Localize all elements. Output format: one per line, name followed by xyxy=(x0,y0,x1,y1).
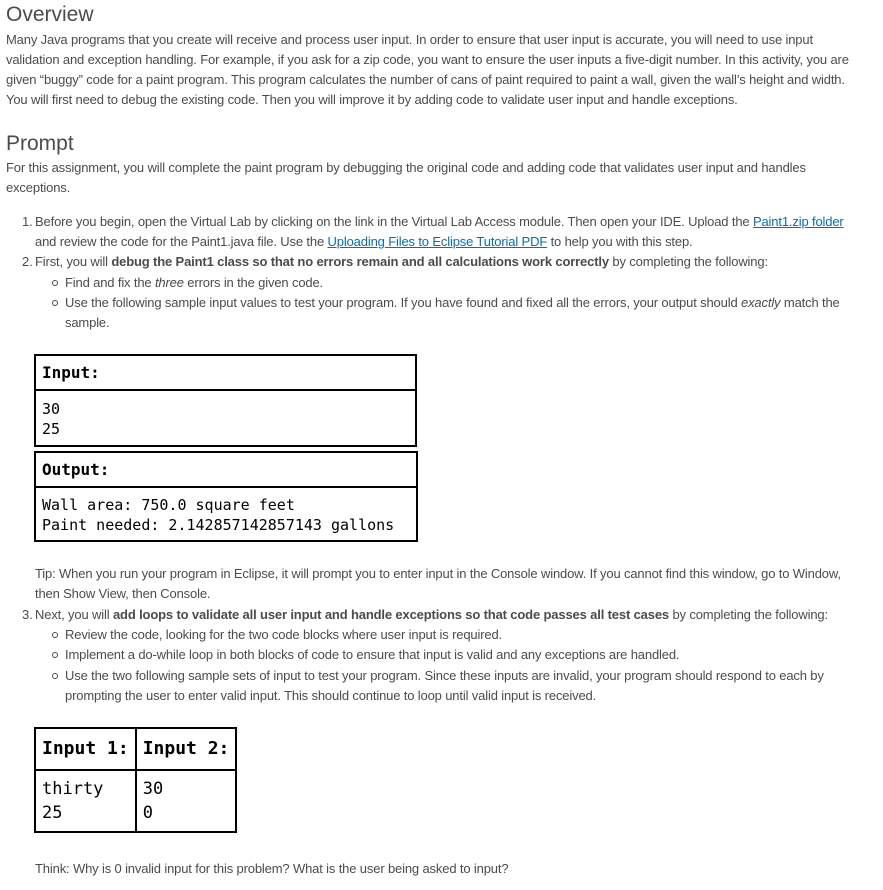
sample-input-line-1: 30 xyxy=(42,400,61,418)
step-2-bullet-1-a: Find and fix the xyxy=(65,275,155,290)
input-1-line-2: 25 xyxy=(42,803,63,823)
step-1-text-b: and review the code for the Paint1.java file. Use the xyxy=(35,234,328,249)
prompt-heading: Prompt xyxy=(6,132,74,155)
tip-text: Tip: When you run your program in Eclipse, it will prompt you to enter input in the Console window. If you cannot find this window, go to Window, then Show View, then Console. xyxy=(35,566,841,601)
step-2-bullet-2-em: exactly xyxy=(741,295,781,310)
bullet-icon xyxy=(50,666,60,686)
step-3-bold: add loops to validate all user input and handle exceptions so that code passes all test cases xyxy=(112,607,670,622)
sample-input-label: Input: xyxy=(42,363,100,382)
step-2-text-b: by completing the following: xyxy=(608,254,768,269)
step-2-number: 2. xyxy=(22,254,33,269)
step-2-bullet-1-b: errors in the given code. xyxy=(183,275,324,290)
bullet-icon xyxy=(50,645,60,665)
step-2-text-a: First, you will xyxy=(35,254,112,269)
step-2-text xyxy=(35,252,865,272)
sample-output-box xyxy=(34,486,418,542)
bullet-icon xyxy=(50,293,60,313)
sample-input-line-2: 25 xyxy=(42,420,61,438)
step-3-bullet-3: Use the two following sample sets of input to test your program. Since these inputs are invalid, your program should respond to each by prompting the user to enter valid input. This should continue to loop until valid input is received. xyxy=(65,668,824,703)
step-3-text-a: Next, you will xyxy=(35,607,113,622)
step-1-number: 1. xyxy=(22,214,33,229)
input-sets-table xyxy=(34,727,237,833)
table-header-input-2: Input 2: xyxy=(136,728,237,770)
input-1-line-1: thirty xyxy=(42,779,104,799)
step-1-text-a: Before you begin, open the Virtual Lab by clicking on the link in the Virtual Lab Access module. Then open your IDE. Upload the xyxy=(35,214,753,229)
sample-output-line-2: Paint needed: 2.142857142857143 gallons xyxy=(42,516,395,534)
step-3-number: 3. xyxy=(22,607,33,622)
sample-output-label-box xyxy=(34,451,418,488)
eclipse-tutorial-link[interactable]: Uploading Files to Eclipse Tutorial PDF xyxy=(327,234,548,249)
bullet-icon xyxy=(50,273,60,293)
step-3-bullet-1: Review the code, looking for the two code blocks where user input is required. xyxy=(65,627,503,642)
sample-input-box xyxy=(34,389,417,447)
sample-output-line-1: Wall area: 750.0 square feet xyxy=(42,496,295,514)
step-2-bullet-1 xyxy=(65,273,865,293)
sample-input-label-box xyxy=(34,354,417,391)
step-2-bullet-2-a: Use the following sample input values to test your program. If you have found and fixed all the errors, your output should xyxy=(65,295,741,310)
input-2-cell xyxy=(136,770,237,832)
step-1-text xyxy=(35,212,865,252)
table-row xyxy=(35,770,236,832)
prompt-paragraph: For this assignment, you will complete the paint program by debugging the original code and adding code that validates user input and handles exceptions. xyxy=(6,160,806,195)
think-text: Think: Why is 0 invalid input for this problem? What is the user being asked to input? xyxy=(35,861,509,876)
sample-output-label: Output: xyxy=(42,460,110,479)
input-2-line-2: 0 xyxy=(142,803,153,823)
step-1-text-c: to help you with this step. xyxy=(547,234,693,249)
input-1-cell xyxy=(35,770,136,832)
step-2-bullet-1-em: three xyxy=(154,275,184,290)
table-header-row xyxy=(35,728,236,770)
step-2-bullet-2 xyxy=(65,293,865,333)
paint1-zip-link[interactable]: Paint1.zip folder xyxy=(752,214,844,229)
step-3-text-b: by completing the following: xyxy=(669,607,828,622)
table-header-input-1: Input 1: xyxy=(35,728,136,770)
step-3-bullet-2: Implement a do-while loop in both blocks of code to ensure that input is valid and any exceptions are handled. xyxy=(65,647,680,662)
step-2-bullet-2-b: match the sample. xyxy=(65,295,840,330)
bullet-icon xyxy=(50,625,60,645)
overview-paragraph: Many Java programs that you create will receive and process user input. In order to ensure that user input is accurate, you will need to use input validation and exception handling. For example, if you ask for a zip code, you want to ensure the user inputs a five-digit number. In this activity, you are given “buggy” code for a paint program. This program calculates the number of cans of paint required to paint a wall, given the wall’s height and width. You will first need to debug the existing code. Then you will improve it by adding code to validate user input and handle exceptions. xyxy=(6,32,849,107)
overview-heading: Overview xyxy=(6,3,94,26)
step-3-text xyxy=(35,605,865,625)
step-2-bold: debug the Paint1 class so that no errors remain and all calculations work correctly xyxy=(111,254,609,269)
input-2-line-1: 30 xyxy=(142,779,164,799)
